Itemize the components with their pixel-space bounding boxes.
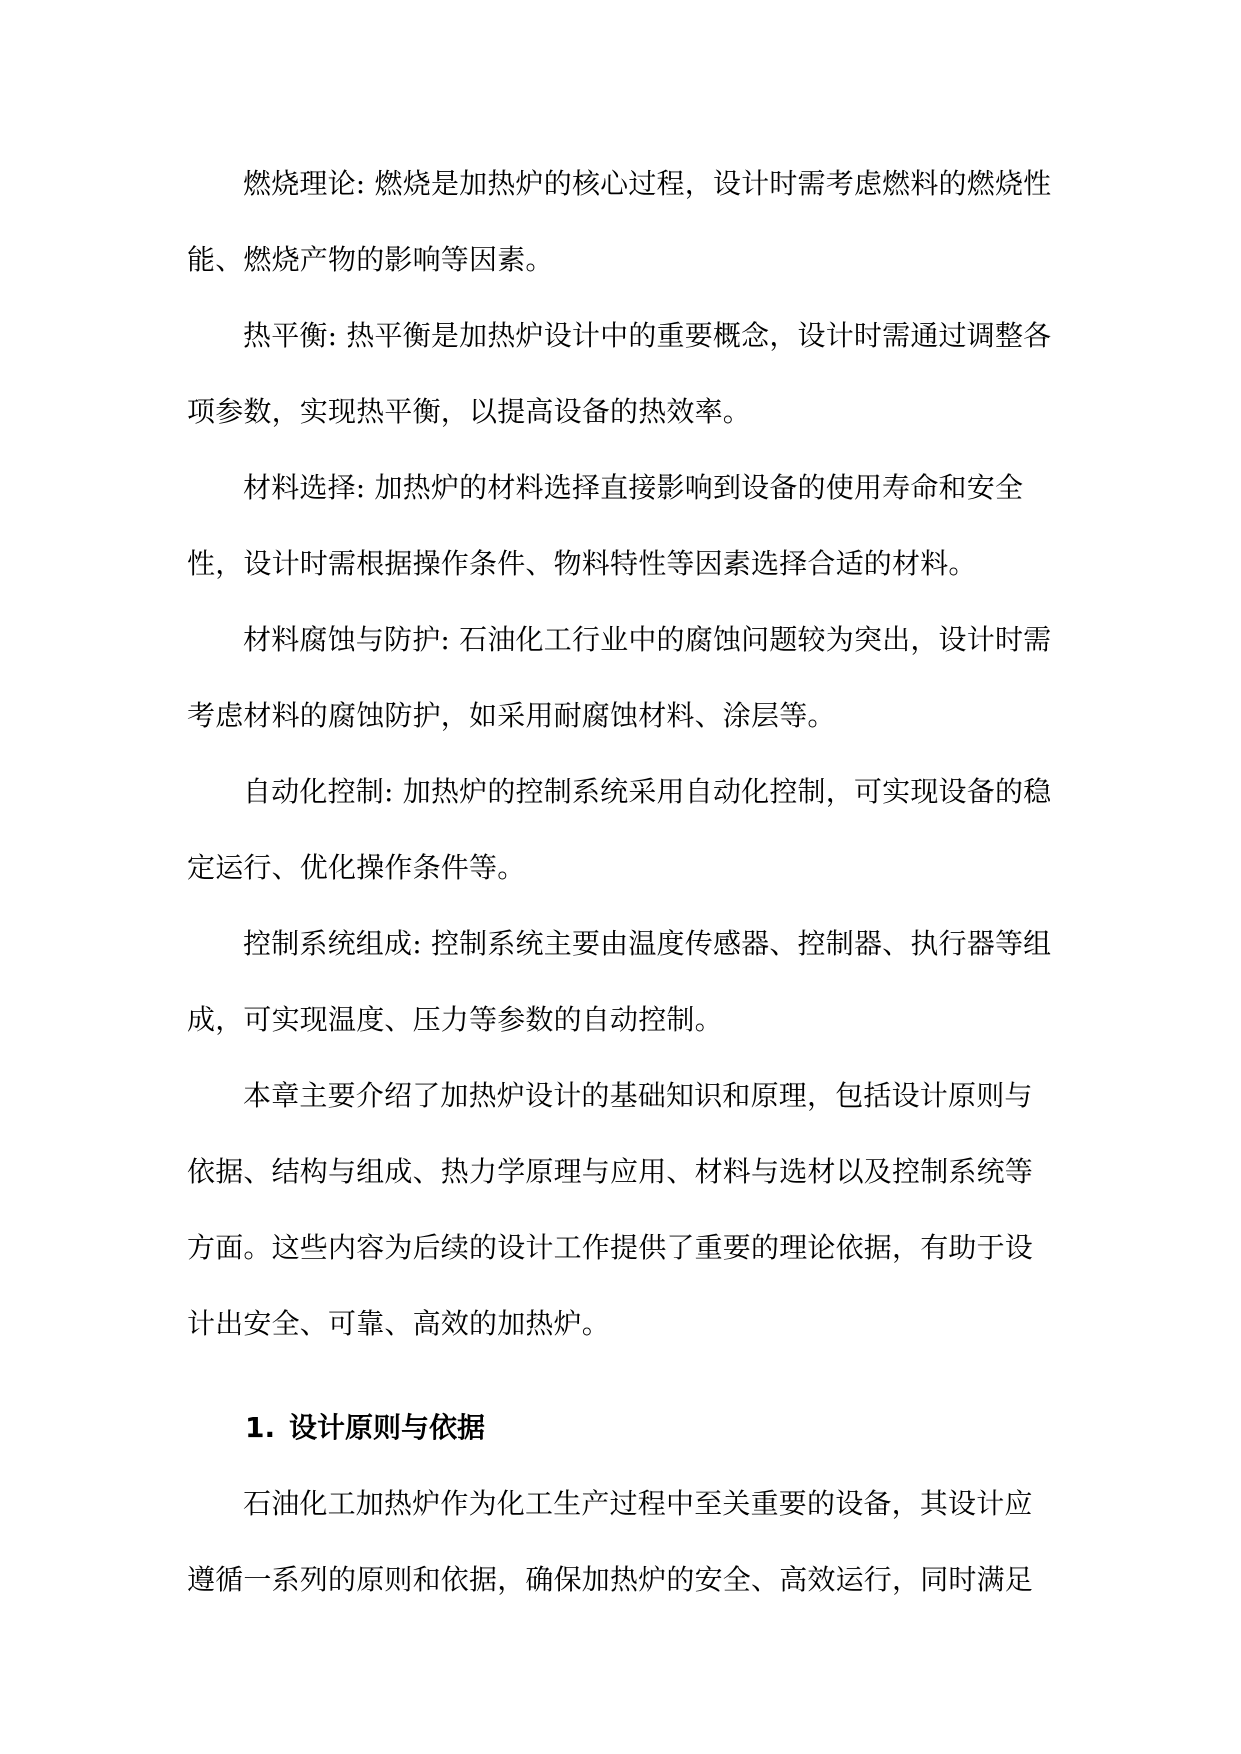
paragraph-lead: 热平衡: [243,319,338,352]
paragraph-text: 热平衡是加热炉设计中的重要概念，设计时需通过调整各项参数，实现热平衡，以提高设备的热效率。 [187,319,1052,428]
paragraph-chapter-summary [187,1058,1057,1362]
section-heading [187,1390,1057,1466]
paragraph-lead: 燃烧理论: [243,167,366,200]
paragraph-heat-balance [187,298,1057,450]
paragraph-control-system [187,906,1057,1058]
paragraph-text: 本章主要介绍了加热炉设计的基础知识和原理，包括设计原则与依据、结构与组成、热力学原理与应用、材料与选材以及控制系统等方面。这些内容为后续的设计工作提供了重要的理论依据，有助于设计出安全、可靠、高效的加热炉。 [187,1079,1034,1340]
paragraph-section-intro [187,1466,1057,1618]
paragraph-text: 控制系统主要由温度传感器、控制器、执行器等组成，可实现温度、压力等参数的自动控制。 [187,927,1052,1036]
document-body [187,146,1057,1618]
paragraph-combustion-theory [187,146,1057,298]
paragraph-lead: 材料腐蚀与防护: [243,623,451,656]
paragraph-corrosion-protection [187,602,1057,754]
section-number: 1. [245,1411,276,1444]
paragraph-text: 燃烧是加热炉的核心过程，设计时需考虑燃料的燃烧性能、燃烧产物的影响等因素。 [187,167,1052,276]
paragraph-lead: 控制系统组成: [243,927,422,960]
paragraph-lead: 材料选择: [243,471,366,504]
paragraph-text: 加热炉的材料选择直接影响到设备的使用寿命和安全性，设计时需根据操作条件、物料特性等因素选择合适的材料。 [187,471,1024,580]
paragraph-lead: 自动化控制: [243,775,394,808]
paragraph-material-selection [187,450,1057,602]
paragraph-text: 加热炉的控制系统采用自动化控制，可实现设备的稳定运行、优化操作条件等。 [187,775,1052,884]
section-title: 设计原则与依据 [289,1411,486,1444]
paragraph-text: 石油化工行业中的腐蚀问题较为突出，设计时需考虑材料的腐蚀防护，如采用耐腐蚀材料、涂层等。 [187,623,1052,732]
paragraph-text: 石油化工加热炉作为化工生产过程中至关重要的设备，其设计应遵循一系列的原则和依据，确保加热炉的安全、高效运行，同时满足 [187,1487,1034,1596]
paragraph-automation-control [187,754,1057,906]
